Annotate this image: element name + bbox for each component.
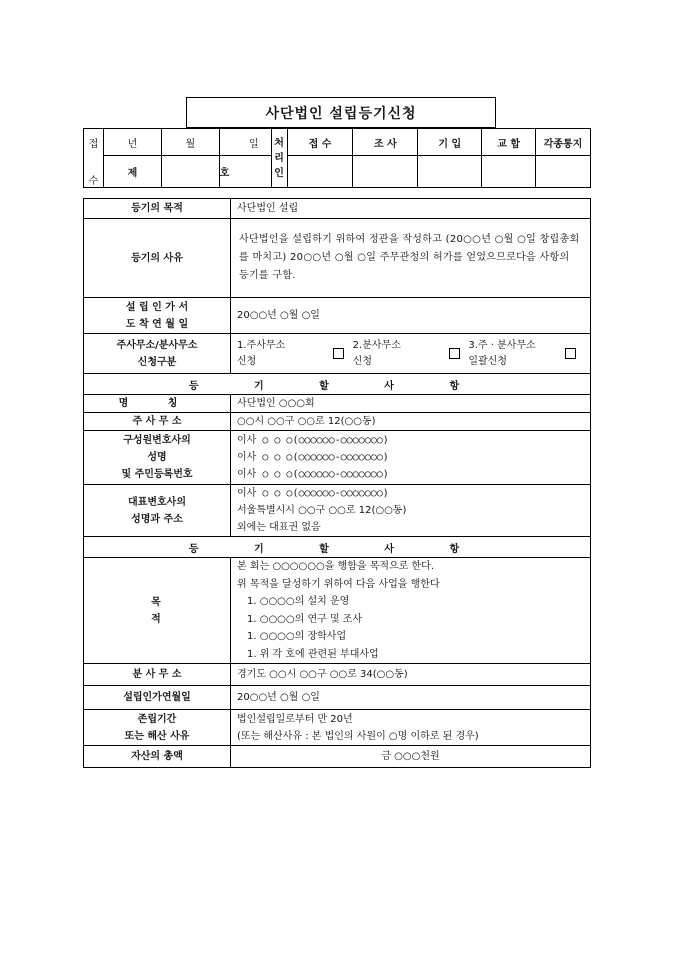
member-row: 이사 ○ ○ ○(○○○○○○-○○○○○○○): [237, 452, 389, 463]
reason-value[interactable]: 사단법인을 설립하기 위하여 정관을 작성하고 (20○○년 ○월 ○일 창립총회를 마치고) 20○○년 ○월 ○일 주무관청의 허가를 얻었으므로다음 사항의 등기를 구함.: [231, 219, 591, 298]
name-label: 명 칭: [84, 395, 231, 413]
col-entry: 기 입: [418, 129, 482, 156]
representative-label: 대표변호사의 성명과 주소: [84, 485, 231, 537]
reason-label: 등기의 사유: [84, 219, 231, 298]
duration-value[interactable]: 법인설립일로부터 만 20년 (또는 해산사유 : 본 법인의 사원이 ○명 이하로 된 경우): [231, 710, 591, 746]
cell-check[interactable]: [482, 156, 536, 188]
objective-label: 목 적: [84, 558, 231, 664]
main-office-value[interactable]: ○○시 ○○구 ○○로 12(○○동): [231, 413, 591, 431]
cell-entry[interactable]: [418, 156, 482, 188]
col-notice: 각종통지: [536, 129, 591, 156]
office-type-label: 주사무소/분사무소 신청구분: [84, 334, 231, 374]
member-row: 이사 ○ ○ ○(○○○○○○-○○○○○○○): [237, 469, 389, 480]
permit-arrival-label: 설 립 인 가 서 도 착 연 월 일: [84, 298, 231, 334]
representative-value[interactable]: 이사 ○ ○ ○(○○○○○○-○○○○○○○) 서울특별시시 ○○구 ○○로 12(○○동) 외에는 대표권 없음: [231, 485, 591, 537]
section-header-registration: 등 기 할 사 항: [84, 374, 591, 395]
main-office-label: 주 사 무 소: [84, 413, 231, 431]
objective-value[interactable]: 본 회는 ○○○○○○을 행함을 목적으로 한다. 위 목적을 달성하기 위하여 다음 사업을 행한다 1. ○○○○의 설치 운영 1. ○○○○의 연구 및 조사 1. ○○○○의 장학사업 1. 위 각 호에 관련된 부대사업: [231, 558, 591, 664]
assets-label: 자산의 총액: [84, 746, 231, 768]
col-check: 교 합: [482, 129, 536, 156]
branch-office-value[interactable]: 경기도 ○○시 ○○구 ○○로 34(○○동): [231, 664, 591, 686]
day-label: 일: [219, 129, 271, 156]
cell-review[interactable]: [353, 156, 418, 188]
office-option-branch[interactable]: 2.분사무소 신청: [353, 338, 469, 370]
permit-arrival-value[interactable]: 20○○년 ○월 ○일: [231, 298, 591, 334]
receipt-label: 접: [84, 129, 104, 156]
members-label: 구성원변호사의 성명 및 주민등록번호: [84, 431, 231, 485]
number-prefix: 제: [103, 156, 161, 188]
permit-date-value[interactable]: 20○○년 ○월 ○일: [231, 686, 591, 710]
col-review: 조 사: [353, 129, 418, 156]
receipt-table: [83, 128, 591, 188]
checkbox-main-office[interactable]: [333, 348, 344, 359]
office-option-both[interactable]: 3.주 · 분사무소 일괄신청: [468, 338, 584, 370]
cell-notice[interactable]: [536, 156, 591, 188]
checkbox-both-offices[interactable]: [565, 348, 576, 359]
cell-receipt[interactable]: [287, 156, 353, 188]
number-field[interactable]: [161, 156, 219, 188]
checkbox-branch-office[interactable]: [449, 348, 460, 359]
number-suffix: 호: [219, 156, 271, 188]
registration-table: [83, 198, 591, 768]
assets-value[interactable]: 금 ○○○천원: [231, 746, 591, 768]
members-value[interactable]: [231, 431, 591, 485]
purpose-value[interactable]: 사단법인 설립: [231, 199, 591, 219]
office-option-main[interactable]: 1.주사무소 신청: [237, 338, 353, 370]
branch-office-label: 분 사 무 소: [84, 664, 231, 686]
col-receipt: 접 수: [287, 129, 353, 156]
form-title: 사단법인 설립등기신청: [186, 97, 496, 128]
duration-label: 존립기간 또는 해산 사유: [84, 710, 231, 746]
processor-label: 처 리 인: [271, 129, 287, 188]
year-label: 년: [103, 129, 161, 156]
section-header-registration-2: 등 기 할 사 항: [84, 537, 591, 558]
receipt-label-2: 수: [84, 156, 104, 188]
month-label: 월: [161, 129, 219, 156]
name-value[interactable]: 사단법인 ○○○회: [231, 395, 591, 413]
office-type-options: [231, 334, 591, 374]
permit-date-label: 설립인가연월일: [84, 686, 231, 710]
purpose-label: 등기의 목적: [84, 199, 231, 219]
member-row: 이사 ○ ○ ○(○○○○○○-○○○○○○○): [237, 435, 389, 446]
